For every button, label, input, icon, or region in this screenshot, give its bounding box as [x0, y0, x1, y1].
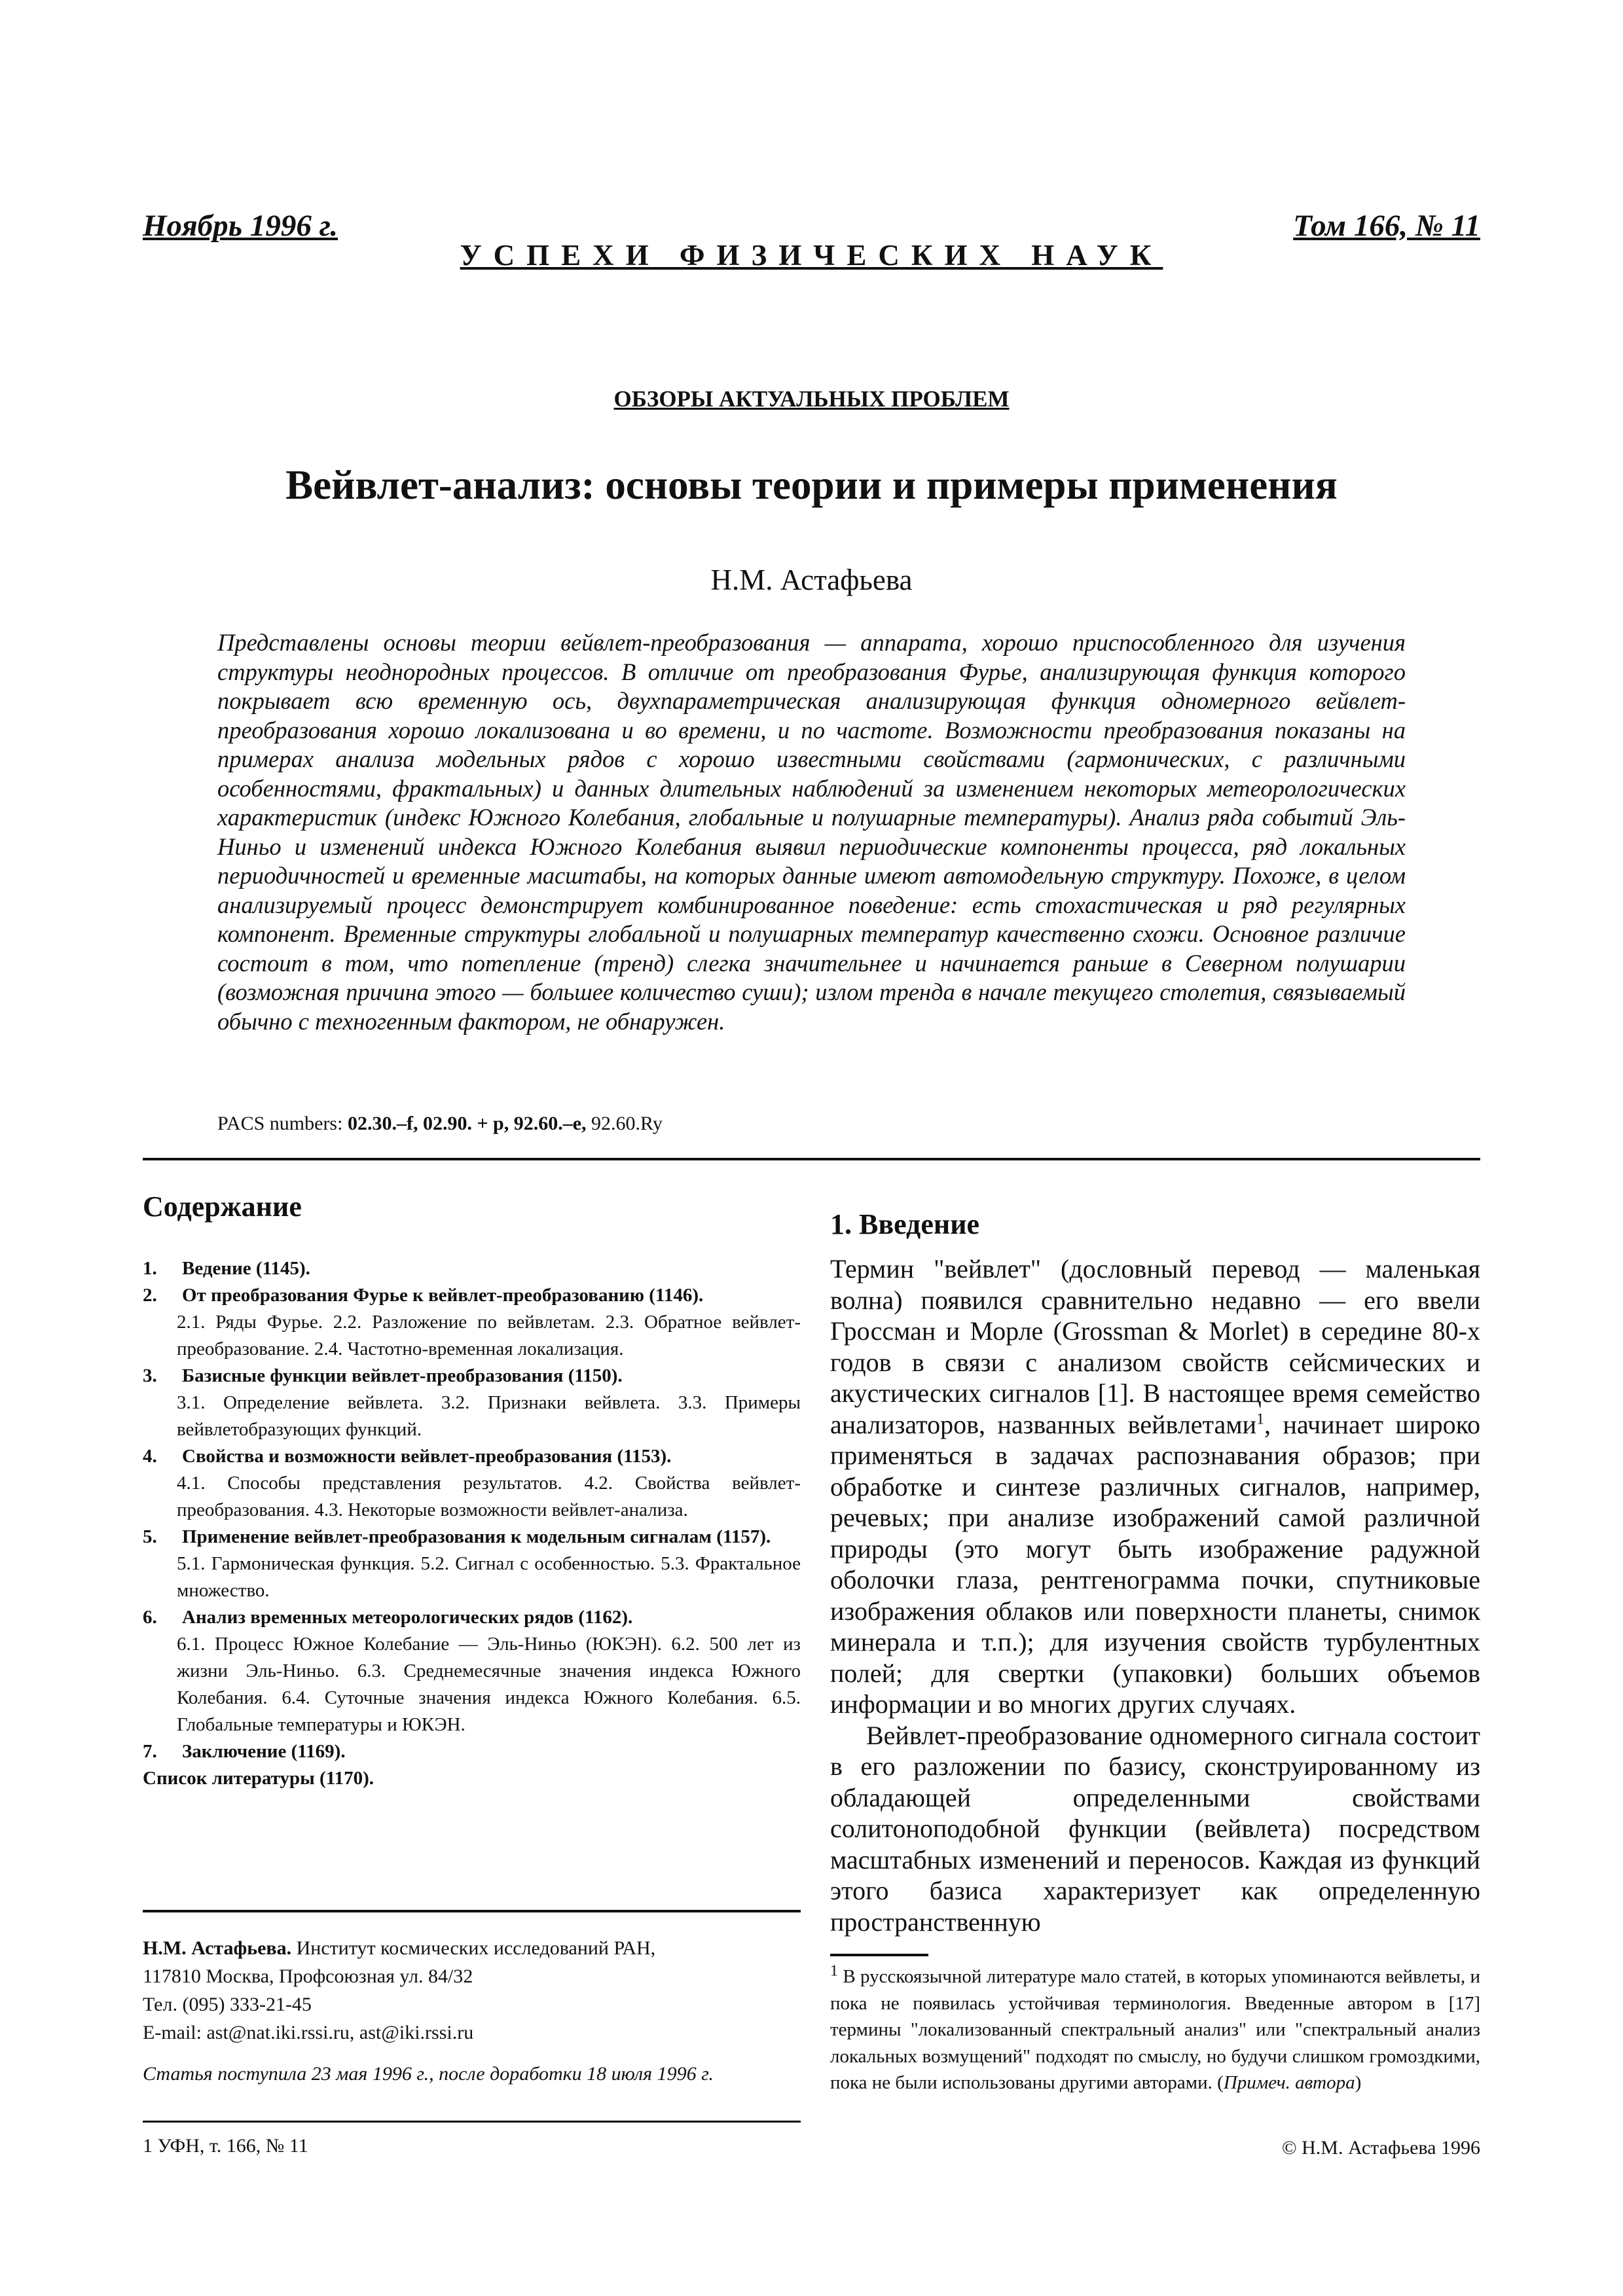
issue-date: Ноябрь 1996 г.	[143, 209, 338, 243]
footnote-divider	[830, 1954, 928, 1956]
footnote-close: )	[1355, 2072, 1362, 2093]
section-heading: 1. Введение	[830, 1208, 980, 1240]
toc-item-heading: Анализ временных метеорологических рядов (1162).	[182, 1607, 633, 1628]
toc-item-number: 4.	[143, 1446, 157, 1467]
paragraph	[830, 1253, 1480, 1720]
author-affiliation	[143, 1934, 655, 2047]
divider	[143, 2121, 801, 2123]
toc-item-heading: Заключение (1169).	[182, 1741, 346, 1762]
table-of-contents	[143, 1255, 801, 1792]
toc-item	[143, 1255, 801, 1282]
toc-item-number: 7.	[143, 1741, 157, 1762]
footnote-text: В русскоязычной литературе мало статей, в которых упоминаются вейвлеты, и пока не появилась устойчивая терминология. Введенные автором в [17] термины "локализованный спектральный анализ" или "спектральный анализ локальных возмущений" подходят по смыслу, но будучи слишком громоздкими, пока не были использованы другими авторами. (	[830, 1966, 1481, 2093]
affiliation-institute: Институт космических исследований РАН,	[296, 1937, 656, 1959]
toc-item	[143, 1738, 801, 1765]
author-name: Н.М. Астафьева	[710, 564, 913, 596]
pacs-codes-bold: 02.30.–f, 02.90. + p, 92.60.–e,	[347, 1113, 587, 1134]
affiliation-address: 117810 Москва, Профсоюзная ул. 84/32	[143, 1965, 473, 1987]
pacs-numbers	[217, 1113, 663, 1135]
toc-item	[143, 1443, 801, 1524]
footnote-marker: 1	[1256, 1410, 1264, 1428]
paragraph-text: , начинает широко применяться в задачах распознавания образов; при обработке и синтезе различных сигналов, например, речевых; при анализе изображений самой различной природы (это могут быть изображение радужной оболочки глаза, рентгенограмма почки, спутниковые изображения облаков или поверхности планеты, снимок минерала и т.п.); для изучения свойств турбулентных полей; для свертки (упаковки) больших объемов информации и во многих других случаях.	[830, 1409, 1480, 1719]
toc-item-subsections: 4.1. Способы представления результатов. 4.2. Свойства вейвлет-преобразования. 4.3. Некоторые возможности вейвлет-анализа.	[177, 1473, 801, 1520]
affiliation-email: E-mail: ast@nat.iki.rssi.ru, ast@iki.rssi.ru	[143, 2022, 474, 2043]
journal-title: УСПЕХИ ФИЗИЧЕСКИХ НАУК	[460, 239, 1163, 272]
pacs-codes-plain: 92.60.Ry	[591, 1113, 663, 1134]
toc-item-subsections: 2.1. Ряды Фурье. 2.2. Разложение по вейвлетам. 2.3. Обратное вейвлет-преобразование. 2.4. Частотно-временная локализация.	[177, 1312, 801, 1359]
toc-item-number: 2.	[143, 1285, 157, 1306]
section-kicker: ОБЗОРЫ АКТУАЛЬНЫХ ПРОБЛЕМ	[613, 386, 1010, 412]
divider	[143, 1910, 801, 1912]
footnote	[830, 1964, 1480, 2096]
copyright: © Н.М. Астафьева 1996	[1281, 2137, 1480, 2159]
paragraph-text: Термин "вейвлет" (дословный перевод — маленькая волна) появился сравнительно недавно — его ввели Гроссман и Морле (Grossman & Morlet) в середине 80-х годов в связи с анализом свойств сейсмических и акустических сигналов [1]. В настоящее время семейство анализаторов, названных вейвлетами	[830, 1254, 1480, 1439]
toc-item	[143, 1363, 801, 1443]
affiliation-author: Н.М. Астафьева.	[143, 1937, 292, 1959]
toc-item	[143, 1604, 801, 1738]
toc-item	[143, 1524, 801, 1604]
toc-references: Список литературы (1170).	[143, 1768, 374, 1789]
toc-item-subsections: 3.1. Определение вейвлета. 3.2. Признаки вейвлета. 3.3. Примеры вейвлетобразующих функций.	[177, 1392, 801, 1440]
toc-item-number: 5.	[143, 1526, 157, 1547]
toc-item-heading: Свойства и возможности вейвлет-преобразования (1153).	[182, 1446, 672, 1467]
toc-item-heading: От преобразования Фурье к вейвлет-преобразованию (1146).	[182, 1285, 704, 1306]
toc-item-number: 1.	[143, 1258, 157, 1279]
toc-item-heading: Применение вейвлет-преобразования к модельным сигналам (1157).	[182, 1526, 771, 1547]
volume-number: Том 166, № 11	[1293, 209, 1480, 243]
toc-item	[143, 1282, 801, 1363]
toc-item-subsections: 5.1. Гармоническая функция. 5.2. Сигнал с особенностью. 5.3. Фрактальное множество.	[177, 1553, 801, 1601]
toc-item-heading: Ведение (1145).	[182, 1258, 310, 1279]
abstract: Представлены основы теории вейвлет-преобразования — аппарата, хорошо приспособленного для изучения структуры неоднородных процессов. В отличие от преобразования Фурье, анализирующая функция которого покрывает всю временную ось, двухпараметрическая анализирующая функция одномерного вейвлет-преобразования хорошо локализована и во времени, и по частоте. Возможности преобразования показаны на примерах анализа модельных рядов с хорошо известными свойствами (гармонических, с различными особенностями, фрактальных) и данных длительных наблюдений за изменением некоторых метеорологических характеристик (индекс Южного Колебания, глобальные и полушарные температуры). Анализ ряда событий Эль-Ниньо и изменений индекса Южного Колебания выявил периодические компоненты процесса, ряд локальных периодичностей и временные масштабы, на которых данные имеют автомодельную структуру. Похоже, в целом анализируемый процесс демонстрирует комбинированное поведение: есть стохастическая и ряд регулярных компонент. Временные структуры глобальной и полушарных температур качественно схожи. Основное различие состоит в том, что потепление (тренд) слегка значительнее и начинается раньше в Северном полушарии (возможная причина этого — большее количество суши); излом тренда в начале текущего столетия, связываемый обычно с техногенным фактором, не обнаружен.	[217, 629, 1406, 1035]
toc-title: Содержание	[143, 1191, 302, 1223]
toc-item-number: 6.	[143, 1607, 157, 1628]
toc-item-subsections: 6.1. Процесс Южное Колебание — Эль-Ниньо (ЮКЭН). 6.2. 500 лет из жизни Эль-Ниньо. 6.3. Среднемесячные значения индекса Южного Колебания. 6.4. Суточные значения индекса Южного Колебания. 6.5. Глобальные температуры и ЮКЭН.	[177, 1634, 801, 1735]
intro-text	[830, 1253, 1480, 1937]
journal-citation: 1 УФН, т. 166, № 11	[143, 2135, 308, 2157]
affiliation-phone: Тел. (095) 333-21-45	[143, 1994, 312, 2015]
paragraph: Вейвлет-преобразование одномерного сигнала состоит в его разложении по базису, сконструированному из обладающей определенными свойствами солитоноподобной функции (вейвлета) посредством масштабных изменений и переносов. Каждая из функций этого базиса характеризует как определенную пространственную	[830, 1720, 1480, 1937]
footnote-note: Примеч. автора	[1223, 2072, 1355, 2093]
toc-item-number: 3.	[143, 1365, 157, 1386]
divider	[143, 1158, 1480, 1160]
footnote-marker: 1	[830, 1962, 838, 1980]
toc-item-heading: Базисные функции вейвлет-преобразования (1150).	[182, 1365, 623, 1386]
pacs-label: PACS numbers:	[217, 1113, 343, 1134]
article-title: Вейвлет-анализ: основы теории и примеры применения	[285, 462, 1338, 508]
received-date: Статья поступила 23 мая 1996 г., после доработки 18 июля 1996 г.	[143, 2063, 714, 2085]
